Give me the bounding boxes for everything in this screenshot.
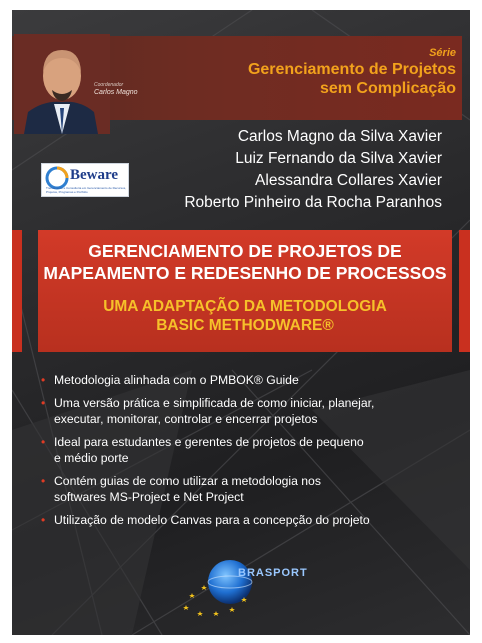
series-title-line2: sem Complicação: [319, 80, 456, 97]
beware-name: Beware: [70, 167, 119, 183]
bullet-dot-icon: •: [41, 512, 46, 527]
series-title: [156, 60, 456, 98]
list-item: [40, 372, 444, 389]
list-item: [40, 512, 444, 529]
series-label: Série: [429, 47, 456, 59]
series-title-line1: Gerenciamento de Projetos: [247, 61, 456, 78]
list-item: [40, 395, 444, 428]
author-name: Alessandra Collares Xavier: [255, 172, 442, 189]
book-title-line1: GERENCIAMENTO DE PROJETOS DE: [88, 241, 402, 261]
bullet-dot-icon: •: [41, 473, 46, 488]
beware-tagline: Treinamento e Consultoria em Gerenciamento de Recursos, Projetos, Programas e Portfólio: [46, 186, 127, 194]
author-name: Luiz Fernando da Silva Xavier: [235, 150, 442, 167]
bullet-dot-icon: •: [41, 434, 46, 449]
list-item: [40, 434, 444, 467]
list-item-text: e médio porte: [54, 451, 129, 465]
author-name: Roberto Pinheiro da Rocha Paranhos: [184, 194, 442, 211]
coordinator-name: Carlos Magno: [94, 89, 138, 96]
title-band-edge-left: [12, 230, 22, 352]
book-title: [38, 240, 452, 284]
list-item-text: Metodologia alinhada com o PMBOK® Guide: [54, 373, 299, 387]
list-item-text: Contém guias de como utilizar a metodologia nos: [54, 473, 321, 488]
list-item-text: softwares MS-Project e Net Project: [54, 490, 244, 504]
book-cover: [12, 10, 470, 635]
book-subtitle-line2: BASIC METHODWARE®: [156, 317, 334, 334]
book-title-line2: MAPEAMENTO E REDESENHO DE PROCESSOS: [43, 263, 447, 283]
bullet-dot-icon: •: [41, 373, 46, 387]
list-item-text: Utilização de modelo Canvas para a concepção do projeto: [54, 512, 370, 527]
bullet-dot-icon: •: [41, 395, 46, 410]
book-subtitle-line1: UMA ADAPTAÇÃO DA METODOLOGIA: [103, 298, 387, 315]
feature-list: [40, 372, 444, 534]
beware-logo: [41, 163, 129, 197]
author-name: Carlos Magno da Silva Xavier: [237, 128, 442, 145]
publisher-name: BRASPORT: [238, 567, 308, 579]
coordinator-label: Coordenador: [94, 82, 124, 88]
list-item-text: Ideal para estudantes e gerentes de projetos de pequeno: [54, 434, 364, 449]
list-item-text: Uma versão prática e simplificada de como iniciar, planejar,: [54, 395, 375, 410]
author-list: [184, 126, 442, 214]
list-item: [40, 473, 444, 506]
list-item-text: executar, monitorar, controlar e encerrar projetos: [54, 412, 318, 426]
book-subtitle: [38, 297, 452, 335]
title-band-edge-right: [459, 230, 470, 352]
